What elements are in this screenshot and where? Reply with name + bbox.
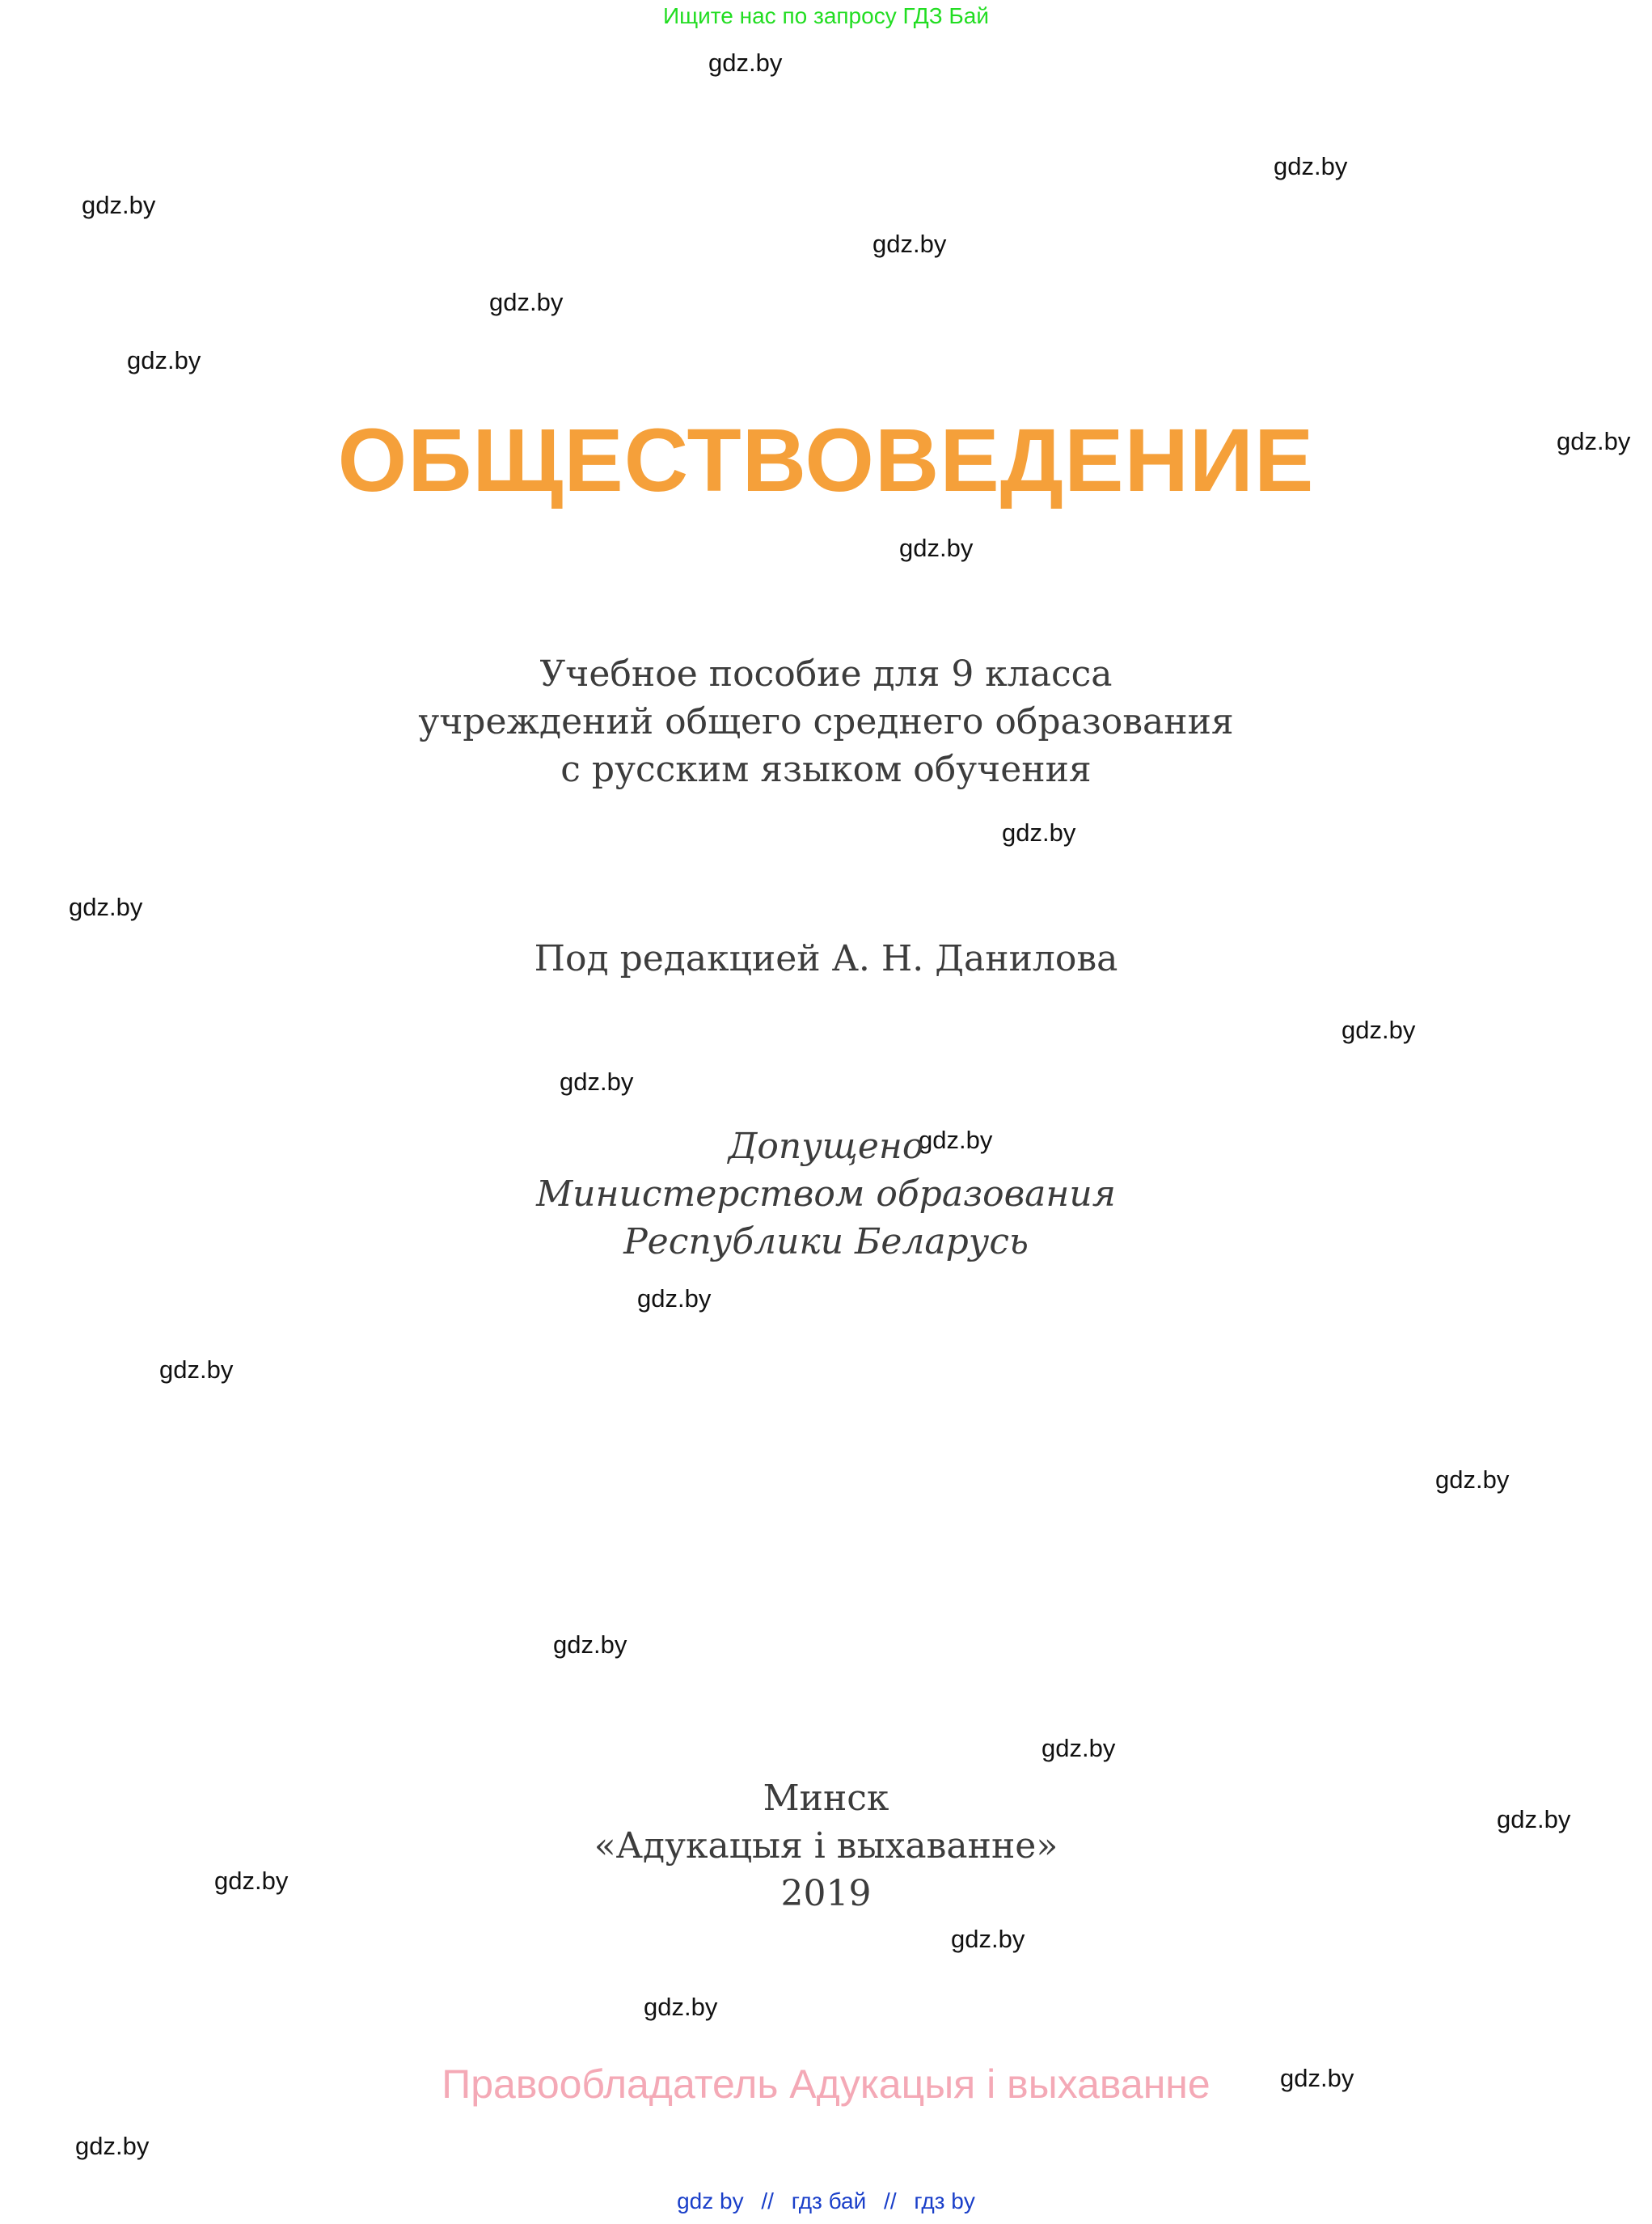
footer-separator: // xyxy=(884,2188,897,2213)
watermark: gdz.by xyxy=(637,1284,712,1313)
publication-year: 2019 xyxy=(780,1873,872,1914)
watermark: gdz.by xyxy=(1435,1465,1510,1494)
watermark: gdz.by xyxy=(951,1925,1025,1953)
watermark: gdz.by xyxy=(1497,1805,1571,1833)
watermark: gdz.by xyxy=(127,346,201,374)
book-title: ОБЩЕСТВОВЕДЕНИЕ xyxy=(337,411,1315,510)
watermark: gdz.by xyxy=(489,288,564,316)
watermark: gdz.by xyxy=(1341,1016,1416,1044)
watermark: gdz.by xyxy=(708,49,783,77)
watermark: gdz.by xyxy=(553,1630,627,1659)
watermark: gdz.by xyxy=(75,2132,150,2160)
watermark: gdz.by xyxy=(644,1993,718,2021)
subtitle-line: с русским языком обучения xyxy=(560,749,1092,790)
watermark: gdz.by xyxy=(560,1068,634,1096)
top-banner[interactable]: Ищите нас по запросу ГДЗ Бай xyxy=(662,3,990,28)
watermark: gdz.by xyxy=(82,191,156,219)
publisher-block xyxy=(0,1774,1652,1917)
footer-separator: // xyxy=(761,2188,774,2213)
watermark: gdz.by xyxy=(1002,818,1076,847)
approval-block xyxy=(0,1123,1652,1266)
watermark: gdz.by xyxy=(872,230,947,258)
editor-line: Под редакцией А. Н. Данилова xyxy=(534,938,1118,979)
approval-line: Республики Беларусь xyxy=(623,1221,1029,1262)
watermark: gdz.by xyxy=(899,534,974,562)
book-subtitle xyxy=(0,650,1652,793)
footer-links xyxy=(0,2188,1652,2214)
publisher-city: Минск xyxy=(763,1778,889,1819)
copyright-notice: Правообладатель Адукацыя і выхаванне xyxy=(442,2061,1210,2107)
footer-link[interactable]: гдз by xyxy=(914,2188,975,2213)
approval-line: Допущено xyxy=(728,1126,924,1167)
watermark: gdz.by xyxy=(1274,152,1348,180)
watermark: gdz.by xyxy=(919,1126,993,1154)
watermark: gdz.by xyxy=(159,1355,234,1384)
watermark: gdz.by xyxy=(1557,427,1631,455)
subtitle-line: Учебное пособие для 9 класса xyxy=(539,653,1113,695)
publisher-name: «Адукацыя і выхаванне» xyxy=(594,1825,1058,1867)
footer-link[interactable]: gdz by xyxy=(677,2188,744,2213)
watermark: gdz.by xyxy=(69,893,143,921)
watermark: gdz.by xyxy=(1041,1734,1116,1762)
watermark: gdz.by xyxy=(1280,2064,1354,2092)
watermark: gdz.by xyxy=(214,1867,289,1895)
subtitle-line: учреждений общего среднего образования xyxy=(418,701,1234,742)
approval-line: Министерством образования xyxy=(536,1173,1116,1215)
footer-link[interactable]: гдз бай xyxy=(791,2188,867,2213)
